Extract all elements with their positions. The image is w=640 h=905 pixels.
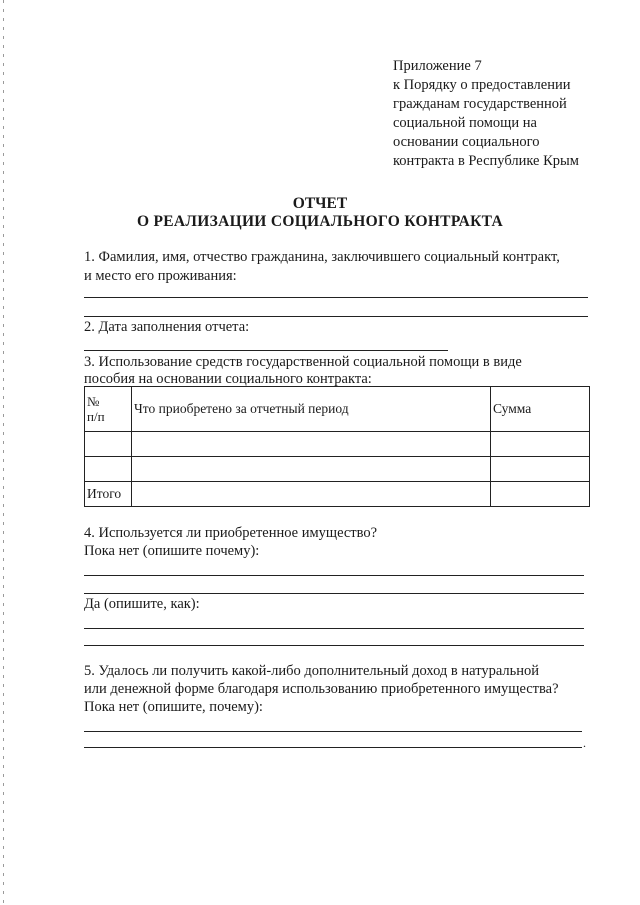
section5-question-line1: 5. Удалось ли получить какой-либо дополнительный доход в натуральной	[84, 663, 540, 679]
table-cell-item[interactable]	[132, 432, 491, 457]
total-label-cell: Итого	[85, 482, 132, 507]
section3-question-line2: пособия на основании социального контракта:	[84, 371, 372, 387]
appendix-line: гражданам государственной	[393, 96, 567, 112]
appendix-line: основании социального	[393, 134, 540, 150]
table-row	[85, 457, 590, 482]
table-cell-number[interactable]	[85, 457, 132, 482]
appendix-line: контракта в Республике Крым	[393, 153, 579, 169]
section2-date-line[interactable]	[84, 350, 448, 351]
section1-question-line1: 1. Фамилия, имя, отчество гражданина, заключившего социальный контракт,	[84, 249, 560, 265]
trailing-period: .	[583, 736, 586, 750]
table-cell-sum[interactable]	[491, 457, 590, 482]
section4-question: 4. Используется ли приобретенное имущество?	[84, 525, 378, 541]
section4-yes-answer-line[interactable]	[84, 628, 584, 629]
appendix-note	[393, 57, 623, 171]
section3-question-line1: 3. Использование средств государственной социальной помощи в виде	[84, 354, 522, 370]
section5-question-line2: или денежной форме благодаря использованию приобретенного имущества?	[84, 681, 559, 697]
report-table	[84, 386, 590, 507]
scan-edge-mark	[3, 0, 4, 905]
total-item-cell[interactable]	[132, 482, 491, 507]
section4-yes-label: Да (опишите, как):	[84, 596, 200, 612]
appendix-line: Приложение 7	[393, 58, 482, 74]
section1-answer-line[interactable]	[84, 316, 588, 317]
table-cell-sum[interactable]	[491, 432, 590, 457]
header-cell-item: Что приобретено за отчетный период	[132, 387, 491, 432]
section5-no-label: Пока нет (опишите, почему):	[84, 699, 263, 715]
section4-no-answer-line[interactable]	[84, 593, 584, 594]
table-cell-item[interactable]	[132, 457, 491, 482]
section4-no-answer-line[interactable]	[84, 575, 584, 576]
section1-question-line2: и место его проживания:	[84, 268, 237, 284]
table-cell-number[interactable]	[85, 432, 132, 457]
header-number-symbol: №	[87, 394, 100, 409]
appendix-line: социальной помощи на	[393, 115, 537, 131]
section5-answer-line[interactable]	[84, 747, 582, 748]
section1-answer-line[interactable]	[84, 297, 588, 298]
appendix-line: к Порядку о предоставлении	[393, 77, 571, 93]
table-total-row	[85, 482, 590, 507]
header-number-label: п/п	[87, 409, 105, 424]
section5-answer-line[interactable]	[84, 731, 582, 732]
total-sum-cell[interactable]	[491, 482, 590, 507]
section2-label: 2. Дата заполнения отчета:	[84, 319, 250, 335]
section4-yes-answer-line[interactable]	[84, 645, 584, 646]
table-row	[85, 432, 590, 457]
table-header-row	[85, 387, 590, 432]
header-cell-sum: Сумма	[491, 387, 590, 432]
document-title: ОТЧЕТ	[292, 195, 348, 212]
section4-no-label: Пока нет (опишите почему):	[84, 543, 260, 559]
header-cell-number	[85, 387, 132, 432]
document-subtitle: О РЕАЛИЗАЦИИ СОЦИАЛЬНОГО КОНТРАКТА	[136, 213, 503, 230]
